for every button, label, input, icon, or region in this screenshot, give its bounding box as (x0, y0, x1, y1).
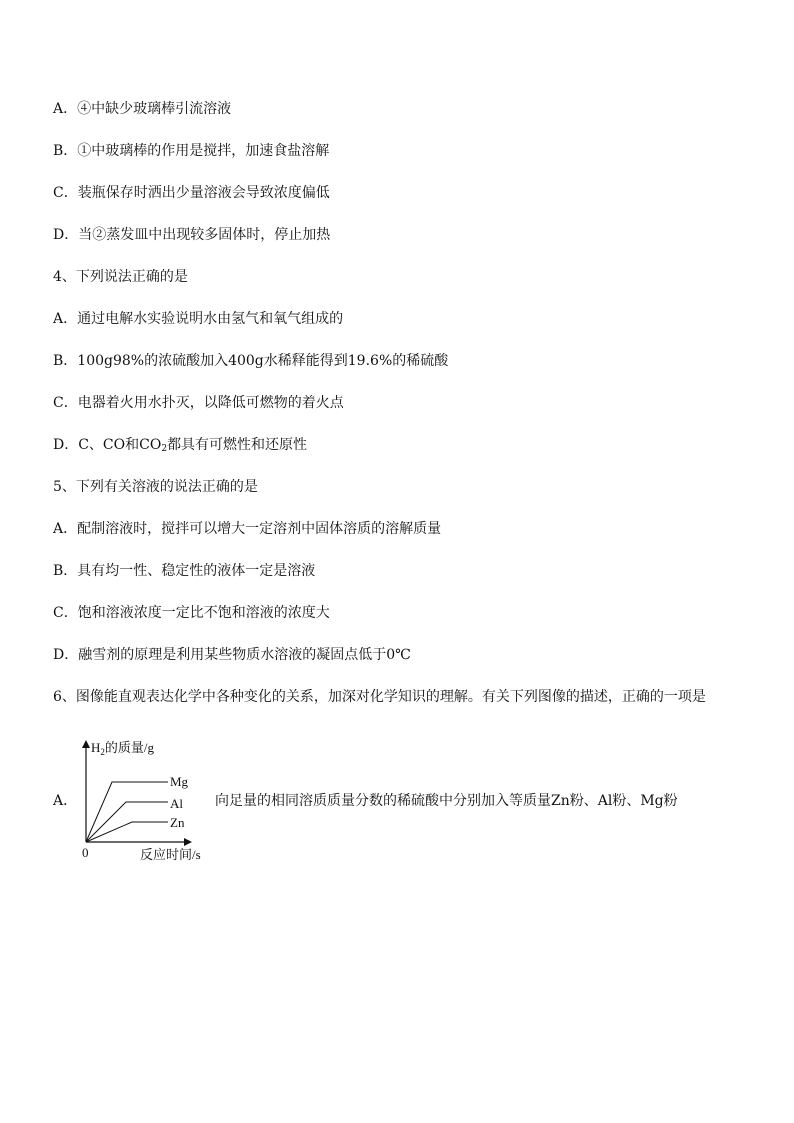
line-q5a: A．配制溶液时，搅拌可以增大一定溶剂中固体溶质的溶解质量 (53, 521, 442, 537)
series-label-al: Al (170, 796, 183, 811)
line-q5c: C．饱和溶液浓度一定比不饱和溶液的浓度大 (53, 605, 330, 621)
line-q4a: A．通过电解水实验说明水由氢气和氧气组成的 (53, 311, 344, 327)
series-line-mg (86, 782, 168, 842)
line-q5b: B．具有均一性、稳定性的液体一定是溶液 (53, 563, 316, 579)
line-q4c: C．电器着火用水扑灭，以降低可燃物的着火点 (53, 395, 344, 411)
line-q4d (53, 436, 307, 458)
option-a-text: 向足量的相同溶质质量分数的稀硫酸中分别加入等质量Zn粉、Al粉、Mg粉 (215, 793, 678, 809)
line-q4d-sub: 2 (161, 444, 168, 454)
series-label-zn: Zn (170, 815, 185, 830)
line-q3d: D．当②蒸发皿中出现较多固体时，停止加热 (53, 227, 331, 243)
series-label-mg: Mg (170, 774, 189, 789)
y-axis-label: $H_2$的质量/g (91, 740, 155, 757)
line-q3a: A．④中缺少玻璃棒引流溶液 (53, 101, 232, 117)
question-4: 4、下列说法正确的是 (53, 269, 188, 285)
option-a-label: A． (53, 793, 78, 809)
line-q3b: B．①中玻璃棒的作用是搅拌，加速食盐溶解 (53, 143, 330, 159)
origin-label: 0 (82, 845, 89, 860)
line-q4d-post: 都具有可燃性和还原性 (167, 437, 308, 453)
series-line-zn (86, 822, 168, 842)
x-axis-arrow (184, 838, 192, 846)
h2-mass-chart (70, 738, 210, 863)
line-q4d-pre: D．C、CO和CO (53, 437, 162, 453)
x-axis-label: 反应时间/s (140, 847, 201, 862)
y-axis-arrow (82, 740, 90, 748)
line-q3c: C．装瓶保存时洒出少量溶液会导致浓度偏低 (53, 185, 330, 201)
question-6: 6、图像能直观表达化学中各种变化的关系，加深对化学知识的理解。有关下列图像的描述，正确的一项是 (53, 689, 706, 705)
question-5: 5、下列有关溶液的说法正确的是 (53, 479, 258, 495)
line-q4b: B．100g98%的浓硫酸加入400g水稀释能得到19.6%的稀硫酸 (53, 353, 449, 369)
line-q5d: D．融雪剂的原理是利用某些物质水溶液的凝固点低于0℃ (53, 647, 411, 663)
